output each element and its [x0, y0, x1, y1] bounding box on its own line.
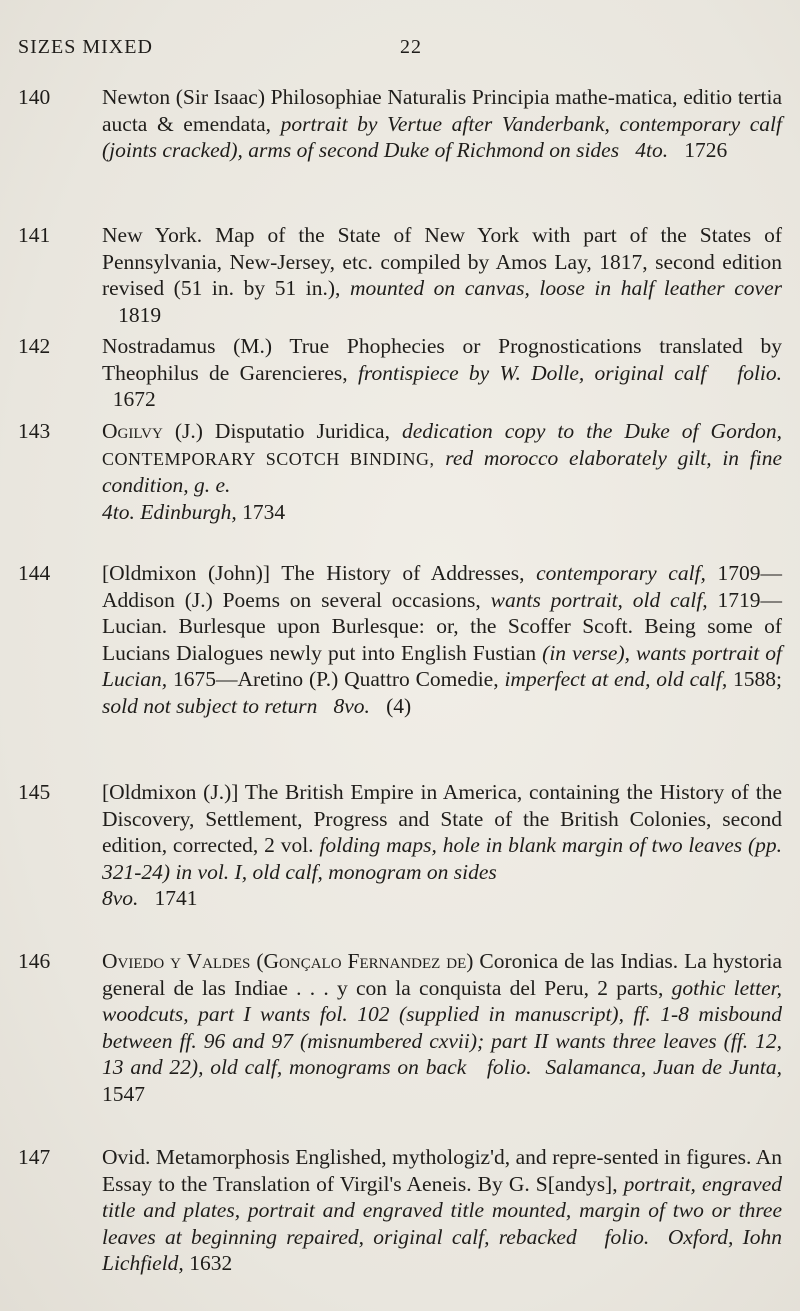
entry-description-2: wants portrait, old calf,: [490, 587, 708, 612]
entry-text: [102, 84, 782, 164]
entry-title: Ovid. Metamorphosis Englished, mythologiz'd, and repre-sented in figures. An Essay to the Translation of Virgil's Aeneis. By G. S[andys],: [102, 1145, 782, 1196]
entry-year: 1819: [118, 302, 162, 327]
entry-description-4: imperfect at end, old calf,: [504, 667, 728, 692]
entry-title: Nostradamus (M.) True Phophecies or Prognostications translated by Theophilus de Garencieres,: [102, 334, 782, 385]
entry-description: folding maps, hole in blank margin of two leaves (pp. 321-24) in vol. I, old calf, monogram on sides: [102, 833, 782, 884]
entry-description: gothic letter, woodcuts, part I wants fol. 102 (supplied in manuscript), ff. 1-8 misbound between ff. 96 and 97 (misnumbered cxvii); part II wants three leaves (ff. 12, 13 and 22), old calf, monograms on back: [102, 975, 782, 1080]
entry-place: Salamanca, Juan de Junta,: [545, 1055, 783, 1080]
entry-text-2: 1709—Addison (J.) Poems on several occasions,: [102, 561, 783, 612]
entry-size: 4to.: [635, 138, 669, 163]
entry-author: Oviedo y Valdes (Gonçalo Fernandez de): [102, 949, 474, 973]
entry-description-5: sold not subject to return: [102, 693, 318, 718]
entry-size: folio.: [737, 360, 783, 385]
entry-title: [Oldmixon (John)] The History of Addresses,: [102, 561, 525, 585]
catalogue-entry: [18, 1144, 788, 1277]
lot-number: 144: [18, 561, 51, 585]
entry-year: 1741: [154, 886, 198, 911]
catalogue-entry: [18, 333, 788, 413]
lot-number: 142: [18, 334, 51, 358]
entry-text-3: 1719—Lucian. Burlesque upon Burlesque: or, the Scoffer Scoft. Being some of Lucians Dialogues newly put into English Fustian: [102, 587, 783, 665]
catalogue-entry: [18, 779, 788, 912]
entry-year: 1547: [102, 1081, 145, 1106]
entry-size: folio.: [486, 1055, 532, 1080]
imprint-line: [102, 885, 782, 912]
entry-description: portrait, engraved title and plates, portrait and engraved title mounted, margin of two or three leaves at beginning repaired, original calf, rebacked: [102, 1171, 782, 1249]
entry-description: contemporary calf,: [536, 561, 706, 585]
entry-size: folio.: [604, 1224, 650, 1249]
entry-title: New York. Map of the State of New York with part of the States of Pennsylvania, New-Jersey, etc. compiled by Amos Lay, 1817, second edition revised (51 in. by 51 in.),: [102, 223, 782, 301]
entry-size: 8vo.: [102, 886, 139, 911]
lot-number: 146: [18, 949, 51, 973]
entry-description-3: (in verse), wants portrait of Lucian,: [102, 640, 782, 692]
catalogue-entry: [18, 948, 788, 1108]
imprint-line: [102, 499, 782, 526]
page-header: [18, 36, 778, 59]
entry-title: Newton (Sir Isaac) Philosophiae Naturalis Principia mathe-matica, editio tertia aucta & emendata,: [102, 85, 782, 136]
page-number: 22: [400, 36, 422, 58]
entry-description: portrait by Vertue after Vanderbank, contemporary calf (joints cracked), arms of second Duke of Richmond on sides: [102, 111, 782, 163]
lot-number: 145: [18, 780, 51, 804]
entry-author: Ogilvy: [102, 419, 163, 443]
catalogue-entry: [18, 84, 788, 164]
binding-note: CONTEMPORARY SCOTCH BINDING,: [102, 448, 435, 469]
entry-description: dedication copy to the Duke of Gordon,: [402, 419, 783, 443]
lot-number: 147: [18, 1145, 51, 1169]
catalogue-entry: [18, 560, 788, 720]
entry-year: 1726: [684, 138, 728, 163]
entry-text: [102, 560, 782, 720]
entry-size: 8vo.: [333, 693, 370, 718]
entry-title: [Oldmixon (J.)] The British Empire in America, containing the History of the Discovery, Settlement, Progress and State of the British Colonies, second edition, corrected, 2 vol.: [102, 780, 782, 858]
entry-size: 4to.: [102, 499, 135, 524]
entry-text-5: 1588;: [733, 667, 783, 692]
item-count: (4): [386, 693, 412, 718]
lot-number: 143: [18, 419, 51, 443]
entry-text: [102, 222, 782, 328]
entry-place: Oxford, Iohn Lichfield,: [102, 1224, 783, 1276]
running-head: SIZES MIXED: [18, 36, 153, 58]
entry-title: (J.) Disputatio Juridica,: [174, 419, 390, 443]
entry-place: Edinburgh,: [140, 499, 237, 524]
catalogue-entry: [18, 222, 788, 328]
entry-title: Coronica de las Indias. La hystoria general de las Indiae . . . y con la conquista del Peru, 2 parts,: [102, 949, 783, 1000]
catalogue-entry: [18, 418, 788, 525]
entry-year: 1632: [189, 1251, 233, 1276]
entry-text: [102, 779, 782, 912]
lot-number: 141: [18, 223, 51, 247]
entry-description: mounted on canvas, loose in half leather cover: [350, 276, 782, 301]
entry-year: 1734: [242, 499, 286, 524]
lot-number: 140: [18, 85, 51, 109]
entry-description-2: red morocco elaborately gilt, in fine condition, g. e.: [102, 445, 783, 498]
entry-text: [102, 948, 782, 1108]
entry-year: 1672: [112, 387, 156, 412]
entry-text: [102, 333, 782, 413]
entry-text: [102, 418, 782, 525]
entry-text-4: 1675—Aretino (P.) Quattro Comedie,: [172, 667, 499, 692]
entry-text: [102, 1144, 782, 1277]
entry-description: frontispiece by W. Dolle, original calf: [357, 360, 707, 385]
